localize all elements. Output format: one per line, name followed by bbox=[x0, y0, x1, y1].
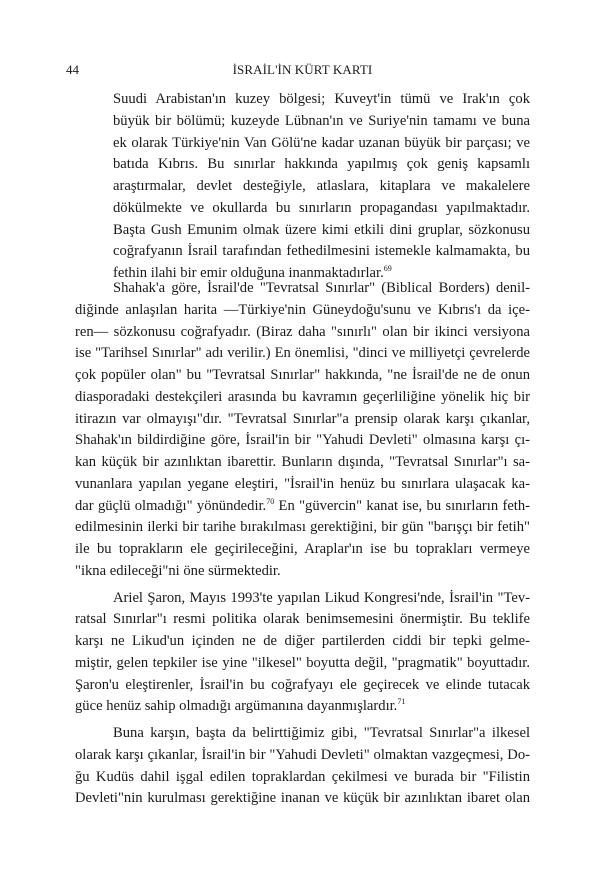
text-line bbox=[75, 387, 530, 409]
text-run: itirazın var olmayışı"dır. "Tevratsal Sınırlar"a prensip olarak karşı çıkanlar, bbox=[75, 410, 530, 427]
text-line bbox=[75, 322, 530, 344]
text-run: coğrafyanın İsrail tarafından fethedilmesini istemekle kalmamakta, bu bbox=[113, 243, 530, 260]
text-line bbox=[75, 343, 530, 365]
text-run: Shahak'ın bildirdiğine göre, İsrail'in bir "Yahudi Devleti" olmasına karşı çı- bbox=[75, 432, 530, 449]
text-run: ğu Kudüs dahil işgal edilen topraklardan çekilmesi ve burada bir "Filistin bbox=[75, 768, 530, 785]
text-run: güce henüz sahip olmadığı argümanına dayanmışlardır. bbox=[75, 698, 398, 715]
text-line bbox=[75, 696, 530, 718]
text-line bbox=[75, 745, 530, 767]
text-run: fethin ilahi bir emir olduğuna inanmaktadırlar. bbox=[113, 265, 384, 281]
text-run: ren— sözkonusu coğrafyadır. (Biraz daha "sınırlı" olan bir ikinci versiyona bbox=[75, 323, 530, 340]
text-run: ratsal Sınırlar"ı resmi politika olarak benimsemesini önermiştir. Bu teklife bbox=[75, 611, 530, 628]
text-run: karşı ne Likud'un içinden ne de diğer partilerden ciddi bir tepki gelme- bbox=[75, 633, 530, 649]
text-line bbox=[75, 788, 530, 810]
footnote-ref: 70 bbox=[266, 496, 275, 506]
text-run: vunanlara yapılan yegane eleştiri, "İsrail'in henüz bu sınırlara ulaşacak ka- bbox=[75, 475, 530, 492]
text-run: büyük bir bölümü; kuzeyde Lübnan'ın ve Suriye'nin tamamı ve buna bbox=[113, 112, 530, 129]
text-line bbox=[113, 154, 530, 176]
text-run: "ikna edileceği"ni öne sürmektedir. bbox=[75, 562, 281, 579]
text-line bbox=[75, 609, 530, 631]
block-quote bbox=[113, 89, 530, 285]
text-line bbox=[113, 241, 530, 263]
paragraph bbox=[75, 278, 530, 583]
text-line bbox=[113, 89, 530, 111]
text-run: En "güvercin" kanat ise, bu sınırların feth- bbox=[274, 497, 531, 514]
text-line bbox=[113, 111, 530, 133]
text-line bbox=[75, 496, 530, 518]
text-run: edilmesinin ilerki bir tarihe bırakılması gerektiğini, bir gün "barışçı bir fetih" bbox=[75, 519, 530, 536]
paragraph bbox=[75, 723, 530, 810]
paragraph bbox=[75, 588, 530, 719]
text-line bbox=[113, 133, 530, 155]
text-run: dökülmekte ve okullarda bu sınırların propagandası yapılmaktadır. bbox=[113, 199, 530, 216]
text-run: Ariel Şaron, Mayıs 1993'te yapılan Likud Kongresi'nde, İsrail'in "Tev- bbox=[113, 589, 530, 606]
text-run: diğinde anlaşılan harita —Türkiye'nin Güneydoğu'sunu ve Kıbrıs'ı da içe- bbox=[75, 301, 530, 318]
text-line bbox=[75, 365, 530, 387]
text-line bbox=[113, 220, 530, 242]
text-line bbox=[75, 631, 530, 653]
text-run: Buna karşın, başta da belirttiğimiz gibi, "Tevratsal Sınırlar"a ilkesel bbox=[113, 725, 530, 741]
text-line bbox=[75, 767, 530, 789]
text-run: araştırmalar, devlet desteğiyle, atlaslara, kitaplara ve makalelere bbox=[113, 178, 530, 194]
text-line bbox=[75, 539, 530, 561]
text-run: ek olarak Türkiye'nin Van Gölü'ne kadar uzanan büyük bir parçası; ve bbox=[113, 134, 530, 151]
text-line bbox=[75, 561, 530, 583]
text-line bbox=[75, 430, 530, 452]
text-run: Şaron'u eleştirenler, İsrail'in bu coğrafyayı ele geçirecek ve elinde tutacak bbox=[75, 676, 530, 693]
text-run: kan küçük bir azınlıktan ibarettir. Bunların dışında, "Tevratsal Sınırlar"ı sa- bbox=[75, 454, 530, 470]
text-line bbox=[75, 517, 530, 539]
text-run: diasporadaki destekçileri arasında bu kavramın geçerliliğine yönelik hiç bir bbox=[75, 388, 530, 405]
text-run: Suudi Arabistan'ın kuzey bölgesi; Kuveyt'in tümü ve Irak'ın çok bbox=[113, 91, 530, 107]
text-run: Devleti"nin kurulması gerektiğine inanan ve küçük bir azınlıktan ibaret olan bbox=[75, 790, 530, 807]
text-line bbox=[75, 675, 530, 697]
text-run: ise "Tarihsel Sınırlar" adı verilir.) En önemlisi, "dinci ve milliyetçi çevrelerde bbox=[75, 345, 530, 362]
page-number: 44 bbox=[66, 62, 79, 77]
text-run: ile bu toprakların ele geçirileceğini, Araplar'ın ise bu toprakları vermeye bbox=[75, 541, 530, 557]
text-line bbox=[75, 278, 530, 300]
footnote-ref: 71 bbox=[397, 697, 406, 707]
text-line bbox=[75, 723, 530, 745]
text-run: çok popüler olan" bu "Tevratsal Sınırlar" hakkında, "ne İsrail'de ne de onun bbox=[75, 367, 530, 383]
text-line bbox=[75, 653, 530, 675]
text-line bbox=[75, 474, 530, 496]
footnote-ref: 69 bbox=[383, 264, 392, 273]
text-run: Shahak'a göre, İsrail'de "Tevratsal Sınırlar" (Biblical Borders) denil- bbox=[113, 280, 530, 296]
text-line bbox=[75, 300, 530, 322]
text-run: Başta Gush Emunim olmak üzere kimi etkili dini gruplar, sözkonusu bbox=[113, 221, 530, 238]
text-run: batıda Kıbrıs. Bu sınırlar hakkında yapılmış çok geniş kapsamlı bbox=[113, 156, 530, 173]
body-text bbox=[75, 278, 530, 810]
text-run: olarak karşı çıkanlar, İsrail'in bir "Yahudi Devleti" olmaktan vazgeçmesi, Do- bbox=[75, 746, 530, 763]
text-run: dar güçlü olmadığı" yönündedir. bbox=[75, 497, 267, 514]
text-line bbox=[75, 452, 530, 474]
text-line bbox=[75, 588, 530, 610]
text-line bbox=[75, 409, 530, 431]
text-line bbox=[113, 176, 530, 198]
running-title: İSRAİL'İN KÜRT KARTI bbox=[232, 62, 373, 77]
page-header bbox=[0, 62, 605, 82]
text-run: miştir, gelen tepkiler ise yine "ilkesel" boyutta değil, "pragmatik" boyuttadır. bbox=[75, 654, 530, 671]
text-line bbox=[113, 198, 530, 220]
